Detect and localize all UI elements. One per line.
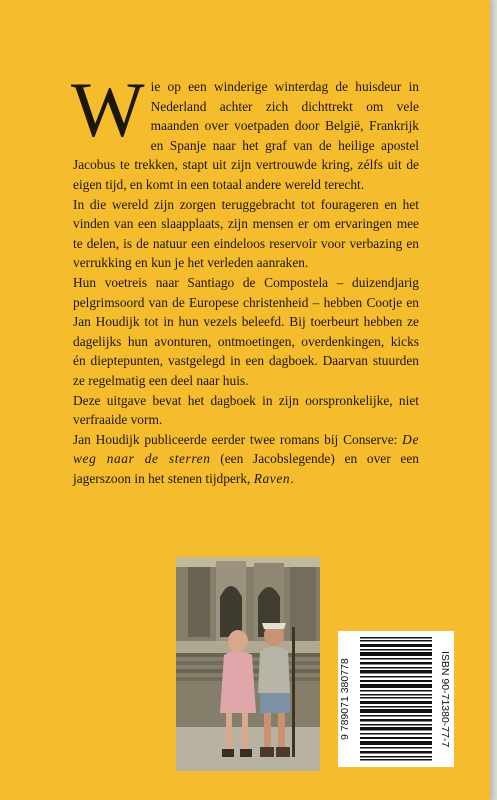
barcode-bars xyxy=(360,637,432,761)
author-note-text-2: (een Jacobslegende) en over een jagerszoon in het stenen tijdperk, xyxy=(73,451,420,486)
blurb-paragraph-1 xyxy=(71,66,419,195)
pilgrims-photo xyxy=(176,557,320,771)
blurb-paragraph-4: Deze uitgave bevat het dagboek in zijn oorspronkelijke, niet verfraaide vorm. xyxy=(73,392,419,428)
blurb-paragraph-3: Hun voetreis naar Santiago de Compostela – duizendjarig pelgrimsoord van de Europese christenheid – hebben Cootje en Jan Houdijk tot in hun vezels beleefd. Bij toerbeurt hebben ze dagelijks hun avonturen, ontmoetingen, overdenkingen, kicks én dieptepunten, vastgelegd in een dagboek. Daarvan stuurden ze regelmatig een deel naar huis. xyxy=(73,274,419,388)
author-note-text-3: . xyxy=(290,470,294,486)
isbn-number: ISBN 90-71380-77-7 xyxy=(439,650,451,748)
blurb-text xyxy=(71,66,420,488)
blurb-paragraph-1-text: ie op een winderige winterdag de huisdeur in Nederland achter zich dichttrekt om vele maanden over voetpaden door België, Frankrijk en Spanje naar het graf van de heilige apostel Jacobus te trekken, stapt uit zijn vertrouwde kring, zélfs uit de eigen tijd, en komt in een totaal andere wereld terecht. xyxy=(73,79,419,192)
drop-cap: W xyxy=(71,66,145,153)
barcode-number: 9 789071 380778 xyxy=(339,658,351,740)
blurb-paragraph-2: In die wereld zijn zorgen teruggebracht tot fourageren en het vinden van een slaapplaats, zijn mensen er om ervaringen mee te delen, is de natuur een eindeloos reservoir voor verbazing en verrukking en kun je het verleden aanraken. xyxy=(73,196,419,271)
book-title-2: Raven xyxy=(253,470,291,486)
blurb-paragraph-5 xyxy=(73,430,419,489)
book-title-1: De weg naar de sterren xyxy=(73,431,419,467)
barcode-label xyxy=(338,631,454,767)
pilgrims-photo-illustration xyxy=(176,557,320,771)
author-note-text-1: Jan Houdijk publiceerde eerder twee romans bij Conserve: xyxy=(73,431,403,447)
